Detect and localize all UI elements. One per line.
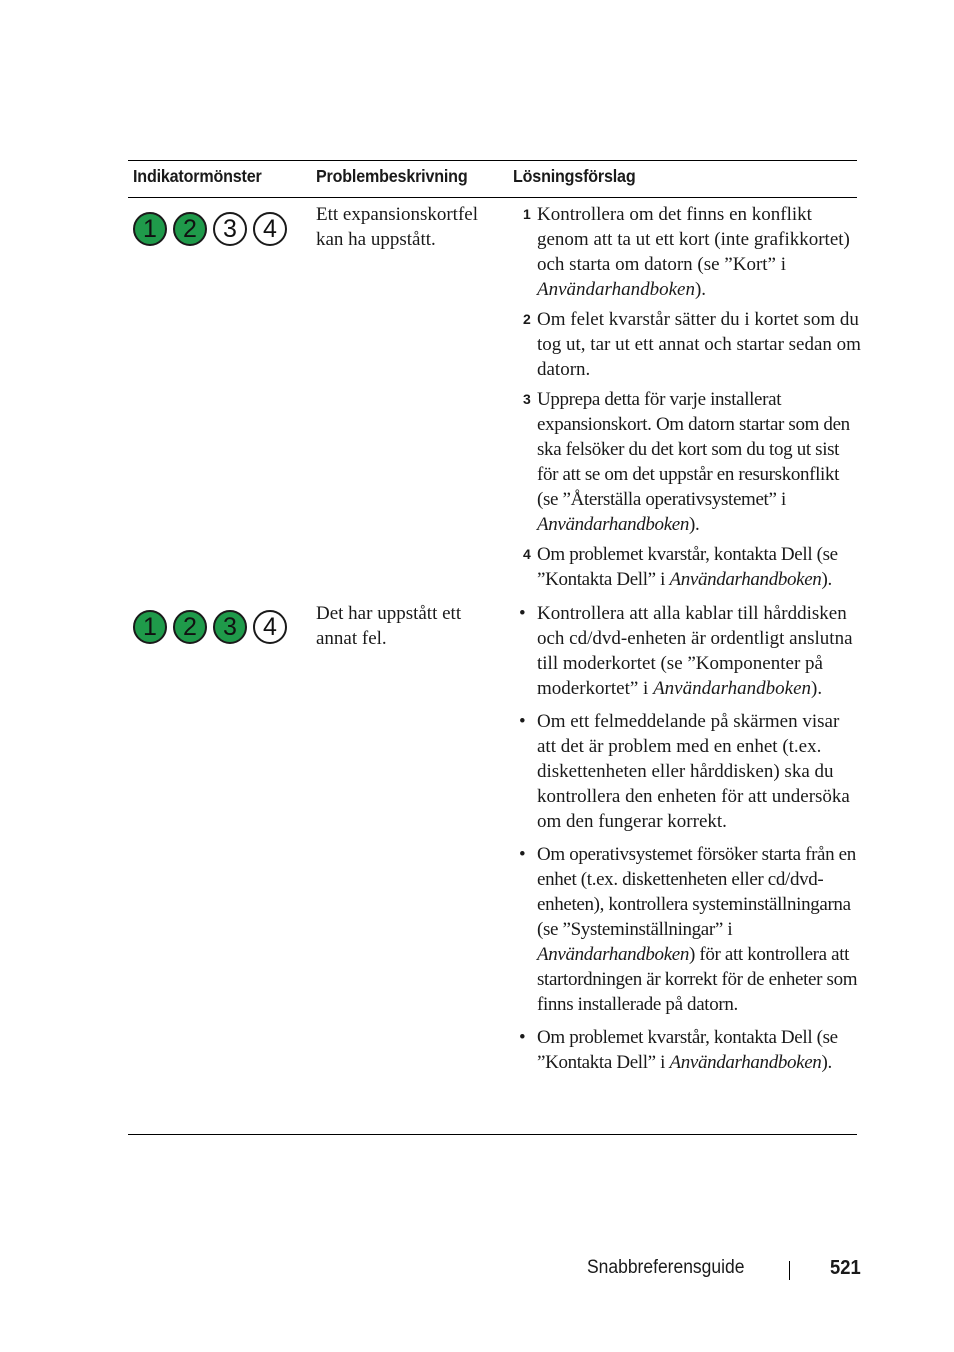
bullet-dot-icon: • — [519, 711, 526, 732]
solution-bullet — [518, 709, 863, 834]
solution-steps-row-1 — [518, 202, 863, 597]
header-problem-description: Problembeskrivning — [316, 166, 468, 186]
solution-step — [518, 307, 863, 382]
problem-description-row-2: Det har uppstått ett annat fel. — [316, 603, 462, 649]
led-2-on-icon: 2 — [173, 610, 207, 644]
solution-bullet — [518, 842, 863, 1017]
step-text: Om felet kvarstår sätter du i kortet som du tog ut, tar ut ett annat och startar sedan om datorn. — [537, 309, 861, 380]
table-header-rule — [128, 197, 857, 198]
step-text: Kontrollera om det finns en konflikt genom att ta ut ett kort (inte grafikkortet) och starta om datorn (se ”Kort” i — [537, 204, 850, 275]
led-4-off-icon: 4 — [253, 610, 287, 644]
footer-guide-title: Snabbreferensguide — [587, 1257, 745, 1278]
step-text: Upprepa detta för varje installerat expansionskort. Om datorn startar som den ska felsöker du det kort som du tog ut sist för att se om det uppstår en resurskonflikt (se ”Återställa operativsystemet” i — [537, 389, 850, 510]
manual-reference: Användarhandboken — [669, 569, 822, 590]
page-number: 521 — [830, 1257, 861, 1279]
solution-step — [518, 387, 863, 537]
manual-reference: Användarhandboken — [669, 1052, 822, 1073]
solution-bullets-row-2 — [518, 601, 863, 1083]
led-3-off-icon: 3 — [213, 212, 247, 246]
bullet-text: Om ett felmeddelande på skärmen visar att det är problem med en enhet (t.ex. diskettenheten eller hårddisken) ska du kontrollera den enheten för att undersöka om den fungerar korrekt. — [537, 711, 850, 832]
led-2-on-icon: 2 — [173, 212, 207, 246]
footer-separator — [789, 1261, 790, 1280]
led-4-off-icon: 4 — [253, 212, 287, 246]
manual-reference: Användarhandboken — [537, 279, 695, 300]
bullet-text: Om problemet kvarstår, kontakta Dell (se ”Kontakta Dell” i — [537, 1027, 838, 1073]
manual-reference: Användarhandboken — [653, 678, 812, 699]
step-number: 1 — [523, 206, 531, 222]
bullet-dot-icon: • — [519, 1027, 526, 1048]
step-number: 4 — [523, 546, 531, 562]
step-text-tail: ). — [689, 514, 700, 535]
table-top-rule — [128, 160, 857, 161]
bullet-dot-icon: • — [519, 844, 526, 865]
solution-step — [518, 202, 863, 302]
led-pattern-row-2 — [133, 610, 293, 650]
led-1-on-icon: 1 — [133, 610, 167, 644]
table-bottom-rule — [128, 1134, 857, 1135]
step-number: 3 — [523, 391, 531, 407]
header-solution: Lösningsförslag — [513, 166, 636, 186]
bullet-text: Om operativsystemet försöker starta från en enhet (t.ex. diskettenheten eller cd/dvd-enheten), kontrollera systeminställningarna (se ”Systeminställningar” i — [537, 844, 856, 940]
solution-step — [518, 542, 863, 592]
step-text: Om problemet kvarstår, kontakta Dell (se ”Kontakta Dell” i — [537, 544, 838, 590]
step-number: 2 — [523, 311, 531, 327]
step-text-tail: ). — [694, 279, 707, 300]
header-indicator-pattern: Indikatormönster — [133, 166, 262, 186]
manual-reference: Användarhandboken — [537, 514, 690, 535]
led-1-on-icon: 1 — [133, 212, 167, 246]
problem-description-row-1: Ett expansionskortfel kan ha uppstått. — [316, 204, 478, 250]
led-3-on-icon: 3 — [213, 610, 247, 644]
bullet-text-tail: ). — [821, 1052, 832, 1073]
solution-bullet — [518, 1025, 863, 1075]
manual-reference: Användarhandboken — [537, 944, 690, 965]
bullet-dot-icon: • — [519, 603, 526, 624]
bullet-text-tail: ) för att kontrollera att startordningen är korrekt för de enheter som finns installerade på datorn. — [537, 944, 858, 1015]
bullet-text-tail: ). — [811, 678, 823, 699]
led-pattern-row-1 — [133, 212, 293, 252]
solution-bullet — [518, 601, 863, 701]
step-text-tail: ). — [821, 569, 832, 590]
bullet-text: Kontrollera att alla kablar till hårddisken och cd/dvd-enheten är ordentligt anslutna till moderkortet (se ”Komponenter på moderkortet” i — [537, 603, 853, 699]
